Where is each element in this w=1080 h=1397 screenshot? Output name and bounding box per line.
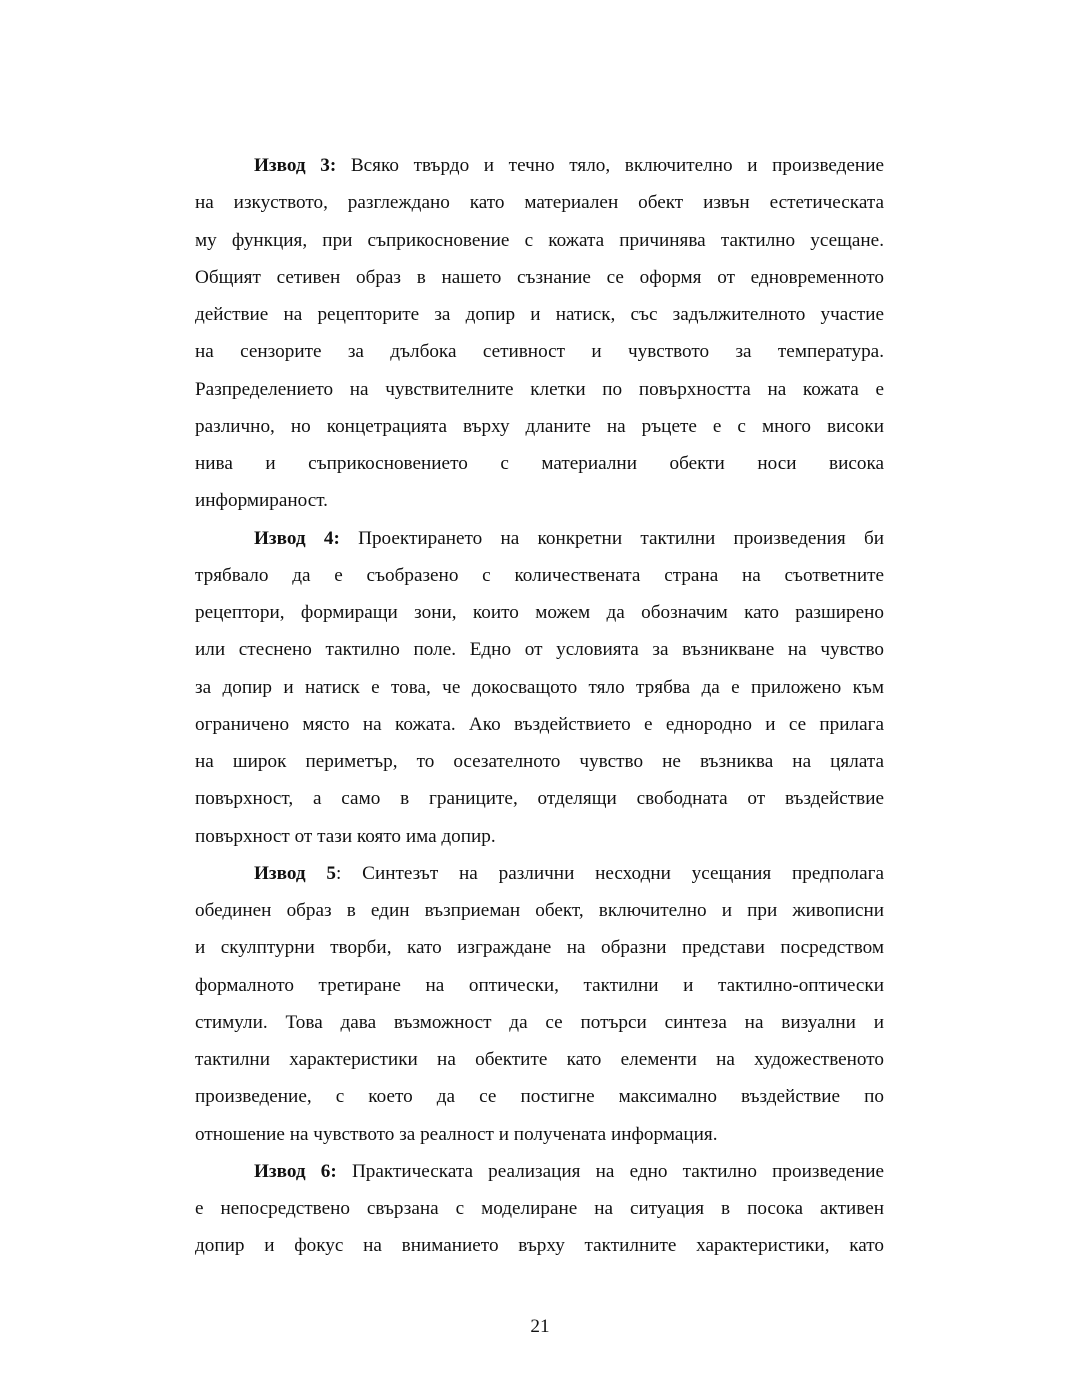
conclusion-label: Извод 5 — [254, 862, 337, 884]
line-text: : Синтезът на различни несходни усещания предполага — [336, 862, 884, 884]
text-line — [195, 855, 884, 892]
line-text: различно, но концетрацията върху дланите на ръцете е с много високи — [195, 415, 884, 437]
line-text: на сензорите за дълбока сетивност и чувството за температура. — [195, 341, 884, 363]
text-line — [195, 259, 884, 296]
text-line — [195, 1041, 884, 1078]
text-line — [195, 184, 884, 221]
text-line — [195, 147, 884, 184]
line-text: произведение, с което да се постигне максимално въздействие по — [195, 1086, 884, 1108]
line-text: допир и фокус на вниманието върху тактилните характеристики, като — [195, 1235, 884, 1257]
conclusion-label: Извод 6: — [254, 1160, 337, 1182]
line-text: формалното третиране на оптически, тактилни и тактилно-оптически — [195, 974, 884, 996]
line-text: Общият сетивен образ в нашето съзнание се оформя от едновременното — [195, 266, 884, 288]
line-text: ограничено място на кожата. Ако въздействието е еднородно и се прилага — [195, 713, 884, 735]
line-text: или стеснено тактилно поле. Едно от условията за възникване на чувство — [195, 639, 884, 661]
line-text: повърхност от тази която има допир. — [195, 825, 496, 847]
text-line — [195, 482, 884, 519]
text-line — [195, 743, 884, 780]
line-text: обединен образ в един възприеман обект, включително и при живописни — [195, 900, 884, 921]
text-line — [195, 557, 884, 594]
line-text: действие на рецепторите за допир и натиск, със задължителното участие — [195, 304, 884, 325]
text-line — [195, 1153, 884, 1190]
text-line — [195, 594, 884, 631]
page-number: 21 — [530, 1316, 550, 1337]
text-line — [195, 296, 884, 333]
text-line — [195, 818, 884, 855]
paragraph — [195, 855, 884, 1153]
text-line — [195, 1116, 884, 1153]
text-line — [195, 669, 884, 706]
text-line — [195, 631, 884, 668]
line-text: на изкуството, разглеждано като материален обект извън естетическата — [195, 192, 884, 214]
paragraph — [195, 520, 884, 855]
text-line — [195, 520, 884, 557]
line-text: и скулптурни творби, като изграждане на образни представи посредством — [195, 937, 884, 959]
line-text: рецептори, формиращи зони, които можем да обозначим като разширено — [195, 602, 884, 623]
line-text: трябвало да е съобразено с количествената страна на съответните — [195, 564, 884, 586]
text-line — [195, 1004, 884, 1041]
text-line — [195, 445, 884, 482]
text-line — [195, 222, 884, 259]
conclusion-label: Извод 3: — [254, 155, 337, 176]
line-text: нива и съприкосновението с материални обекти носи висока — [195, 453, 884, 474]
line-text: Разпределението на чувствителните клетки по повърхността на кожата е — [195, 378, 884, 400]
text-line — [195, 1227, 884, 1264]
line-text: Практическата реализация на едно тактилно произведение — [336, 1160, 884, 1182]
text-line — [195, 892, 884, 929]
line-text: му функция, при съприкосновение с кожата причинява тактилно усещане. — [195, 229, 884, 251]
text-line — [195, 780, 884, 817]
line-text: на широк периметър, то осезателното чувство не възниква на цялата — [195, 751, 884, 772]
line-text: Всяко твърдо и течно тяло, включително и произведение — [336, 155, 884, 176]
document-body — [195, 147, 884, 1265]
line-text: отношение на чувството за реалност и получената информация. — [195, 1123, 718, 1145]
text-line — [195, 706, 884, 743]
line-text: тактилни характеристики на обектите като елементи на художественото — [195, 1049, 884, 1070]
text-line — [195, 1078, 884, 1115]
line-text: за допир и натиск е това, че докосващото тяло трябва да е приложено към — [195, 676, 884, 698]
line-text: Проектирането на конкретни тактилни произведения би — [339, 527, 884, 549]
text-line — [195, 371, 884, 408]
paragraph — [195, 147, 884, 520]
text-line — [195, 929, 884, 966]
text-line — [195, 408, 884, 445]
line-text: информираност. — [195, 490, 328, 512]
line-text: повърхност, а само в границите, отделящи свободната от въздействие — [195, 788, 884, 810]
line-text: е непосредствено свързана с моделиране на ситуация в посока активен — [195, 1198, 884, 1219]
text-line — [195, 967, 884, 1004]
paragraph — [195, 1153, 884, 1265]
conclusion-label: Извод 4: — [254, 527, 340, 549]
text-line — [195, 1190, 884, 1227]
line-text: стимули. Това дава възможност да се потърси синтеза на визуални и — [195, 1011, 884, 1033]
text-line — [195, 333, 884, 370]
